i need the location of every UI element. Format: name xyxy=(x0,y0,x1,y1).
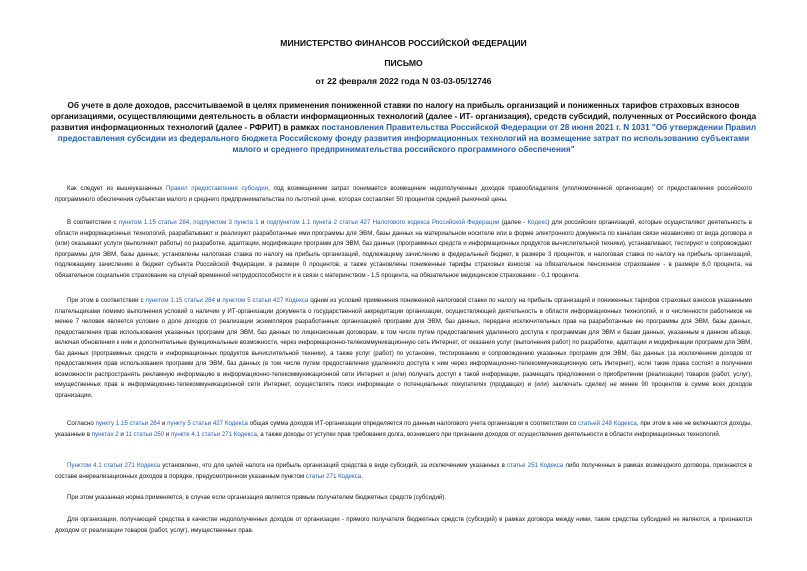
p5-text: либо полученных в рамках возмездного договора, признаются в составе внереализационных доходов в порядке, предусмотренном указанным пунктом xyxy=(55,462,752,480)
law-link[interactable]: пункте 4.1 статьи 271 Кодекса xyxy=(170,430,257,438)
p6-text: При этом указанная норма применяется, в случае если организация является прямым получателем бюджетных средств (субсидий). xyxy=(67,494,447,501)
ministry-heading: МИНИСТЕРСТВО ФИНАНСОВ РОССИЙСКОЙ ФЕДЕРАЦИИ xyxy=(280,38,527,48)
subsidy-rules-link[interactable]: Правил предоставления субсидии xyxy=(166,185,269,192)
law-link[interactable]: пунктом 1.15 статьи 284 xyxy=(145,297,215,304)
document-type: ПИСЬМО xyxy=(384,58,423,68)
law-link[interactable]: пунктом 5 статьи 427 Кодекса xyxy=(222,297,309,304)
p3-text: При этом в соответствии с xyxy=(67,297,146,304)
p1-text: , под возмещением затрат понимается возмещение недополученных доходов правообладателя (уполномоченной организации) от предоставления российского программного обеспечения субъектам малого и среднего предпринимательства по льготной цене, которая составляет 50 процентов средней рыночной цены. xyxy=(55,185,752,203)
paragraph-7 xyxy=(55,515,752,536)
paragraph-1 xyxy=(55,184,752,205)
law-link[interactable]: подпунктом 3 пункта 1 xyxy=(193,219,259,226)
code-link[interactable]: Кодекс xyxy=(527,219,548,226)
law-link[interactable]: подпунктом 1.1 пункта 2 статьи 427 Налогового кодекса Российской Федерации xyxy=(266,219,500,226)
p3-text: одним из условий применения пониженной налоговой ставки по налогу на прибыль организаций и пониженных тарифов страховых взносов указанными плательщиками помимо выполнения условий о наличии у ИТ-организации документа о государственной аккредитации организации, осуществляющей деятельность в области информационных технологий, и о численности работников не менее 7 человек является условие о доле доходов от реализации экземпляров разработанных организацией программ для ЭВМ, баз данных, передачи исключительных прав на разработанные ею программы для ЭВМ, базы данных, предоставления прав использования указанных программ для ЭВМ, баз данных по лицензионным договорам, в том числе путем предоставления удаленного доступа к программам для ЭВМ и базам данных, указанным в данном абзаце, включая обновления к ним и дополнительные функциональные возможности, через информационно-телекоммуникационную сеть Интернет, от оказания услуг (выполнения работ) по разработке, адаптации и модификации программ для ЭВМ, баз данных (программных средств и информационных продуктов вычислительной техники), а также услуг (работ) по установке, тестированию и сопровождению указанных программ для ЭВМ, баз данных (за исключением доходов от предоставления прав использования программ для ЭВМ, баз данных (в том числе путем предоставления удаленного доступа к ним через информационно-телекоммуникационную сеть Интернет), если такие права состоят в получении возможности распространять рекламную информацию в информационно-телекоммуникационной сети Интернет и (или) получать доступ к такой информации, размещать предложения о приобретении (реализации) товаров (работ, услуг), имущественных прав в информационно-телекоммуникационной сети Интернет, осуществлять поиск информации о потенциальных покупателях (продавцах) и (или) заключать сделки) не менее 90 процентов в сумме всех доходов организации. xyxy=(55,297,752,399)
paragraph-2 xyxy=(55,218,752,281)
p2-text: В соответствии с xyxy=(67,219,119,226)
paragraph-3 xyxy=(55,296,752,401)
law-link[interactable]: статье 251 Кодекса xyxy=(507,462,564,469)
law-link[interactable]: статьи 271 Кодекса xyxy=(305,472,362,480)
p4-text: и xyxy=(118,430,126,438)
law-link[interactable]: пункту 5 статьи 427 Кодекса xyxy=(167,420,248,427)
p1-text: Как следует из вышеуказанных xyxy=(67,185,167,192)
document-date-number: от 22 февраля 2022 года N 03-03-05/12746 xyxy=(315,76,492,86)
p5-text: установлено, что для целей налога на прибыль организаций средства в виде субсидий, за исключением указанных в xyxy=(160,462,508,469)
title-decree-link[interactable]: постановления Правительства Российской Федерации от 28 июня 2021 г. N 1031 "Об утверждении Правил предоставления субсидии из федерального бюджета Российскому фонду развития информационных технологий на возмещение затрат по использованию субъектами малого и среднего предпринимательства российского программного обеспечения" xyxy=(57,123,757,154)
p3-text: и xyxy=(215,297,223,304)
p2-text: ) для российских организаций, которые осуществляют деятельность в области информационных технологий, разрабатывают и реализуют разработанные ими программы для ЭВМ, базы данных на материальном носителе или в форме электронного документа по каналам связи независимо от вида договора и (или) оказывают услуги (выполняют работы) по разработке, адаптации, модификации программ для ЭВМ, баз данных (программных средств и информационных продуктов вычислительной техники), устанавливают, тестируют и сопровождают программы для ЭВМ, базы данных, установлены налоговая ставка по налогу на прибыль организаций, подлежащему зачислению в федеральный бюджет, в размере 3 процентов, и налоговая ставка по налогу на прибыль организаций, подлежащему зачислению в бюджет субъекта Российской Федерации, в размере 0 процентов, а также установлены пониженные тарифы страховых взносов: на обязательное пенсионное страхование - в размере 6,0 процента, на обязательное социальное страхование на случай временной нетрудоспособности и в связи с материнством - 1,5 процента, на обязательное медицинское страхование - 0,1 процента. xyxy=(55,219,752,279)
p2-text: , xyxy=(189,219,194,226)
p4-text: общая сумма доходов ИТ-организации определяется по данным налогового учета организации в соответствии со xyxy=(247,420,579,427)
p4-text: Согласно xyxy=(67,420,96,427)
title-text: Об учете в доле доходов, рассчитываемой в целях применения пониженной ставки по налогу на прибыль организаций и пониженных тарифов страховых взносов организациями, осуществляющими деятельность в области информационных технологий (далее - ИТ- организация), средств субсидий, полученных от Российского фонда развития информационных технологий (далее - РФРИТ) в рамках xyxy=(50,101,757,132)
p7-text: Для организации, получающей средства в качестве недополученных доходов от организации - прямого получателя бюджетных средств (субсидий) в рамках договора между ними, такие средства субсидией не являются, а признаются доходом от реализации товаров (работ, услуг), имущественных прав. xyxy=(55,516,752,534)
paragraph-4 xyxy=(55,419,752,440)
law-link[interactable]: Пунктом 4.1 статьи 271 Кодекса xyxy=(67,462,161,469)
p5-text: . xyxy=(361,472,363,480)
document-title xyxy=(50,100,757,155)
law-link[interactable]: статьей 248 Кодекса xyxy=(578,420,637,427)
p4-text: , а также доходы от уступки прав требования долга, возникшего при признании доходов от осуществления деятельности в области информационных технологий. xyxy=(256,430,721,438)
paragraph-6 xyxy=(55,493,752,504)
p4-text: и xyxy=(164,430,171,438)
law-link[interactable]: пунктах 2 xyxy=(91,430,119,438)
law-link[interactable]: 11 статьи 250 xyxy=(125,430,165,438)
law-link[interactable]: пунктом 1.15 статьи 284 xyxy=(118,219,190,226)
p2-text: (далее - xyxy=(499,219,528,226)
paragraph-5 xyxy=(55,461,752,482)
law-link[interactable]: пункту 1.15 статьи 284 xyxy=(95,420,161,427)
p4-text: , при этом в нее не включаются доходы, указанные в xyxy=(55,420,752,438)
p2-text: и xyxy=(258,219,267,226)
p4-text: и xyxy=(160,420,168,427)
